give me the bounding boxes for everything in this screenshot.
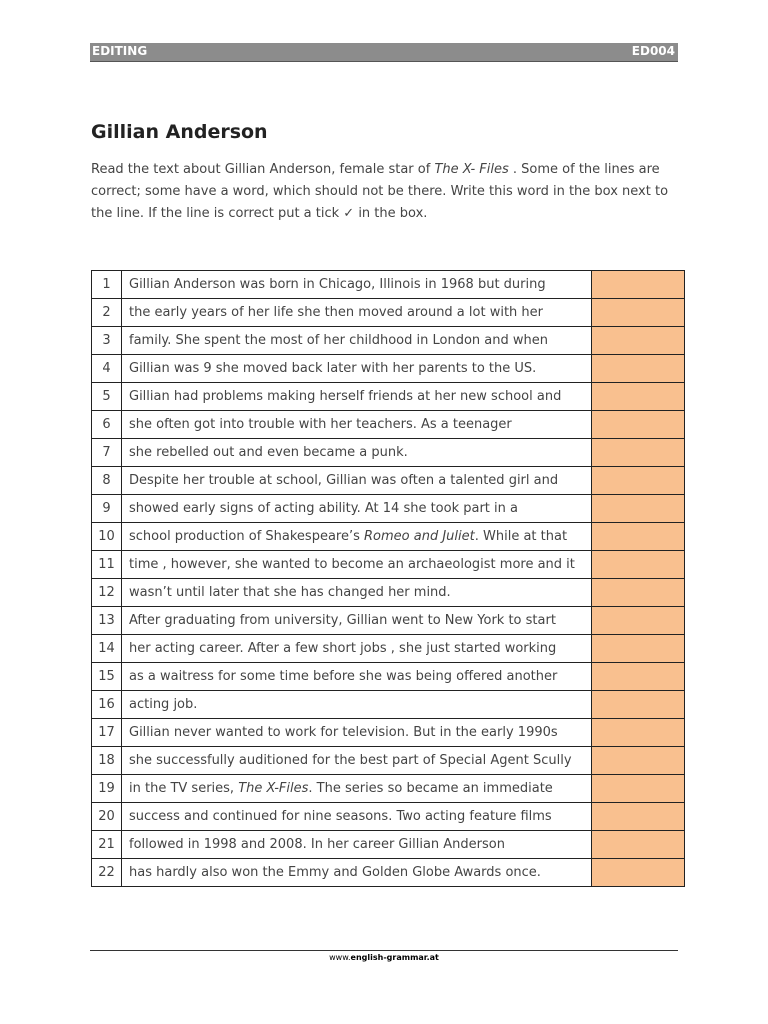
table-row [92,523,685,551]
line-number: 19 [92,775,122,803]
line-text-main: as a waitress for some time before she was being offered another [129,669,558,684]
answer-box[interactable] [592,383,685,411]
line-number: 1 [92,271,122,299]
exercise-table [91,270,685,887]
line-text-main: wasn’t until later that she has changed her mind. [129,585,451,600]
line-text [122,383,592,411]
answer-box[interactable] [592,775,685,803]
line-number: 17 [92,719,122,747]
table-row [92,663,685,691]
line-text-rest: . While at that [474,529,568,544]
line-text-main: family. She spent the most of her childhood in London and when [129,333,548,348]
instructions-text-1: Read the text about Gillian Anderson, female star of [91,162,435,177]
answer-box[interactable] [592,719,685,747]
line-text [122,299,592,327]
table-row [92,411,685,439]
line-text [122,467,592,495]
line-number: 12 [92,579,122,607]
table-row [92,383,685,411]
answer-box[interactable] [592,439,685,467]
answer-box[interactable] [592,635,685,663]
line-number: 8 [92,467,122,495]
line-text [122,663,592,691]
footer-url-prefix: www. [329,953,351,962]
table-row [92,719,685,747]
answer-box[interactable] [592,747,685,775]
instructions [91,159,671,225]
answer-box[interactable] [592,831,685,859]
line-text-main: time , however, she wanted to become an archaeologist more and it [129,557,575,572]
answer-box[interactable] [592,271,685,299]
line-number: 13 [92,607,122,635]
line-number: 14 [92,635,122,663]
table-row [92,271,685,299]
line-number: 5 [92,383,122,411]
line-text [122,775,592,803]
line-text-rest: . The series so became an immediate [308,781,553,796]
line-text-italic: The X-Files [238,781,309,796]
line-text-main: After graduating from university, Gillian went to New York to start [129,613,556,628]
footer-divider [90,950,678,951]
table-row [92,747,685,775]
line-text [122,831,592,859]
line-text [122,607,592,635]
page-title: Gillian Anderson [91,121,268,143]
line-text-main: her acting career. After a few short jobs , she just started working [129,641,557,656]
line-text [122,579,592,607]
line-number: 3 [92,327,122,355]
answer-box[interactable] [592,579,685,607]
answer-box[interactable] [592,355,685,383]
header-code: ED004 [631,44,675,58]
line-text [122,523,592,551]
table-row [92,467,685,495]
table-row [92,859,685,887]
line-text [122,719,592,747]
line-text-main: in the TV series, [129,781,239,796]
line-text [122,859,592,887]
line-text-main: she often got into trouble with her teachers. As a teenager [129,417,512,432]
line-text-main: Despite her trouble at school, Gillian was often a talented girl and [129,473,559,488]
line-text [122,691,592,719]
line-number: 22 [92,859,122,887]
table-row [92,831,685,859]
line-text-main: she rebelled out and even became a punk. [129,445,408,460]
line-number: 15 [92,663,122,691]
line-text [122,411,592,439]
answer-box[interactable] [592,327,685,355]
line-text [122,551,592,579]
line-number: 4 [92,355,122,383]
line-text-main: the early years of her life she then moved around a lot with her [129,305,544,320]
header-bar [90,43,678,62]
answer-box[interactable] [592,663,685,691]
line-text-main: Gillian never wanted to work for television. But in the early 1990s [129,725,558,740]
line-number: 6 [92,411,122,439]
line-text [122,271,592,299]
line-text [122,439,592,467]
table-row [92,775,685,803]
table-row [92,803,685,831]
line-text [122,803,592,831]
line-text [122,327,592,355]
table-row [92,299,685,327]
instructions-text-2: . Some of the lines are correct; some have a word, which should not be there. Write this word in the box next to the line. If the line is correct put a tick ✓ in the box. [91,162,669,221]
answer-box[interactable] [592,607,685,635]
header-section-label: EDITING [92,44,148,58]
line-number: 21 [92,831,122,859]
line-text-main: Gillian was 9 she moved back later with her parents to the US. [129,361,537,376]
line-text-main: followed in 1998 and 2008. In her career Gillian Anderson [129,837,505,852]
table-row [92,691,685,719]
line-text-main: success and continued for nine seasons. Two acting feature films [129,809,552,824]
line-text [122,747,592,775]
line-number: 16 [92,691,122,719]
footer-url [0,953,768,962]
line-number: 7 [92,439,122,467]
table-row [92,327,685,355]
footer-url-domain: english-grammar.at [350,953,439,962]
table-row [92,495,685,523]
instructions-italic-title: The X- Files [434,162,509,177]
line-text-main: acting job. [129,697,198,712]
line-number: 9 [92,495,122,523]
answer-box[interactable] [592,691,685,719]
line-text-main: has hardly also won the Emmy and Golden Globe Awards once. [129,865,541,880]
line-text [122,635,592,663]
line-text-main: showed early signs of acting ability. At 14 she took part in a [129,501,518,516]
table-row [92,635,685,663]
answer-box[interactable] [592,803,685,831]
answer-box[interactable] [592,495,685,523]
line-number: 2 [92,299,122,327]
line-number: 10 [92,523,122,551]
table-row [92,551,685,579]
line-text-main: she successfully auditioned for the best part of Special Agent Scully [129,753,572,768]
line-number: 20 [92,803,122,831]
line-number: 18 [92,747,122,775]
line-number: 11 [92,551,122,579]
answer-box[interactable] [592,411,685,439]
table-row [92,355,685,383]
answer-box[interactable] [592,551,685,579]
line-text-main: school production of Shakespeare’s [129,529,365,544]
answer-box[interactable] [592,467,685,495]
answer-box[interactable] [592,299,685,327]
line-text-main: Gillian Anderson was born in Chicago, Illinois in 1968 but during [129,277,546,292]
table-row [92,579,685,607]
line-text-italic: Romeo and Juliet [364,529,475,544]
line-text [122,355,592,383]
line-text [122,495,592,523]
table-row [92,439,685,467]
answer-box[interactable] [592,859,685,887]
table-row [92,607,685,635]
answer-box[interactable] [592,523,685,551]
line-text-main: Gillian had problems making herself friends at her new school and [129,389,562,404]
